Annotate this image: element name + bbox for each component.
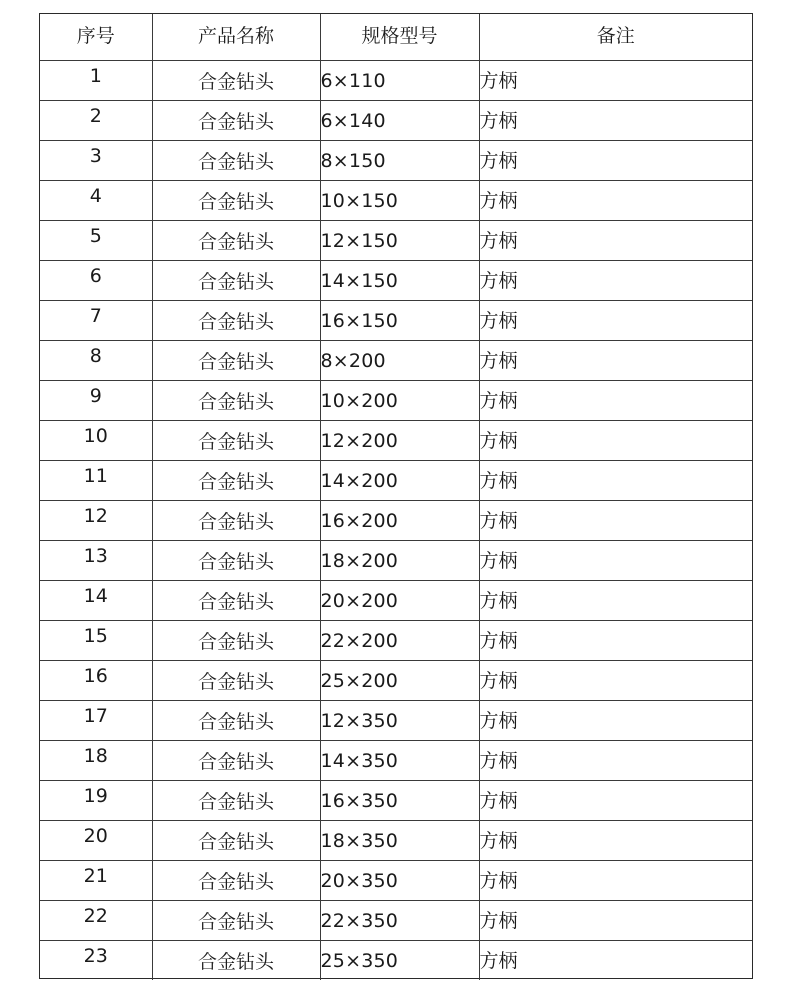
serial-number-cell-text: 16 (83, 664, 108, 687)
specification-cell (320, 820, 479, 860)
serial-number-cell-text: 8 (89, 344, 102, 367)
remarks-cell-text: 方柄 (479, 389, 518, 412)
table-body (40, 60, 752, 980)
table-row (40, 460, 752, 500)
serial-number-cell-text: 14 (83, 584, 108, 607)
remarks-cell-text: 方柄 (479, 69, 518, 92)
remarks-cell-text: 方柄 (479, 909, 518, 932)
table-row (40, 780, 752, 820)
specification-cell-text: 25×200 (320, 669, 399, 692)
serial-number-cell (40, 260, 152, 300)
remarks-cell (479, 340, 752, 380)
remarks-cell (479, 900, 752, 940)
table-row (40, 620, 752, 660)
specification-cell (320, 380, 479, 420)
product-name-cell-text: 合金钻头 (197, 70, 274, 93)
product-name-cell-text: 合金钻头 (197, 550, 274, 573)
table-row (40, 700, 752, 740)
remarks-cell (479, 60, 752, 100)
product-spec-table (40, 14, 752, 980)
specification-cell (320, 340, 479, 380)
specification-cell (320, 300, 479, 340)
serial-number-cell (40, 500, 152, 540)
serial-number-cell-text: 6 (89, 264, 102, 287)
serial-number-cell-text: 2 (89, 104, 102, 127)
remarks-cell-text: 方柄 (479, 469, 518, 492)
specification-cell (320, 180, 479, 220)
serial-number-cell (40, 660, 152, 700)
table-row (40, 860, 752, 900)
specification-cell (320, 940, 479, 980)
serial-number-cell-text: 5 (89, 224, 102, 247)
table-row (40, 60, 752, 100)
product-name-cell-text: 合金钻头 (197, 430, 274, 453)
remarks-cell-text: 方柄 (479, 269, 518, 292)
remarks-cell (479, 420, 752, 460)
product-name-cell (152, 820, 320, 860)
specification-cell (320, 780, 479, 820)
specification-cell (320, 100, 479, 140)
product-name-cell (152, 540, 320, 580)
product-name-cell (152, 580, 320, 620)
product-name-cell-text: 合金钻头 (197, 310, 274, 333)
specification-cell-text: 12×350 (320, 709, 399, 732)
product-name-cell-text: 合金钻头 (197, 750, 274, 773)
serial-number-cell-text: 4 (89, 184, 102, 207)
specification-cell (320, 140, 479, 180)
specification-cell (320, 60, 479, 100)
serial-number-cell (40, 220, 152, 260)
table-row (40, 580, 752, 620)
remarks-cell-text: 方柄 (479, 229, 518, 252)
table-row (40, 140, 752, 180)
product-name-cell (152, 220, 320, 260)
serial-number-cell (40, 60, 152, 100)
remarks-cell-text: 方柄 (479, 749, 518, 772)
serial-number-cell-text: 21 (83, 864, 108, 887)
serial-number-cell-text: 22 (83, 904, 108, 927)
product-name-cell (152, 700, 320, 740)
serial-number-cell-text: 9 (89, 384, 102, 407)
specification-cell (320, 660, 479, 700)
column-header-product-name: 产品名称 (152, 14, 320, 60)
product-name-cell-text: 合金钻头 (197, 390, 274, 413)
remarks-cell-text: 方柄 (479, 109, 518, 132)
specification-cell (320, 500, 479, 540)
specification-cell-text: 16×200 (320, 509, 399, 532)
remarks-cell (479, 660, 752, 700)
product-name-cell (152, 860, 320, 900)
specification-cell (320, 580, 479, 620)
remarks-cell (479, 460, 752, 500)
product-name-cell-text: 合金钻头 (197, 870, 274, 893)
product-name-cell (152, 460, 320, 500)
remarks-cell-text: 方柄 (479, 189, 518, 212)
remarks-cell (479, 780, 752, 820)
remarks-cell (479, 740, 752, 780)
serial-number-cell (40, 420, 152, 460)
specification-cell-text: 14×350 (320, 749, 399, 772)
serial-number-cell (40, 340, 152, 380)
product-name-cell (152, 300, 320, 340)
table-header (40, 14, 752, 60)
specification-cell (320, 220, 479, 260)
specification-cell-text: 14×200 (320, 469, 399, 492)
specification-cell-text: 18×200 (320, 549, 399, 572)
table-row (40, 340, 752, 380)
product-name-cell-text: 合金钻头 (197, 710, 274, 733)
specification-cell-text: 10×200 (320, 389, 399, 412)
serial-number-cell-text: 7 (89, 304, 102, 327)
remarks-cell-text: 方柄 (479, 789, 518, 812)
serial-number-cell (40, 620, 152, 660)
product-name-cell (152, 60, 320, 100)
serial-number-cell (40, 100, 152, 140)
serial-number-cell (40, 860, 152, 900)
serial-number-cell-text: 15 (83, 624, 108, 647)
product-name-cell-text: 合金钻头 (197, 670, 274, 693)
remarks-cell (479, 220, 752, 260)
serial-number-cell (40, 740, 152, 780)
product-name-cell-text: 合金钻头 (197, 790, 274, 813)
serial-number-cell (40, 580, 152, 620)
product-name-cell (152, 900, 320, 940)
serial-number-cell (40, 180, 152, 220)
serial-number-cell (40, 380, 152, 420)
serial-number-cell (40, 700, 152, 740)
serial-number-cell (40, 900, 152, 940)
specification-cell-text: 25×350 (320, 949, 399, 972)
remarks-cell (479, 860, 752, 900)
table-row (40, 260, 752, 300)
specification-cell-text: 10×150 (320, 189, 399, 212)
remarks-cell (479, 260, 752, 300)
specification-cell-text: 12×200 (320, 429, 399, 452)
product-name-cell (152, 260, 320, 300)
table-row (40, 300, 752, 340)
serial-number-cell-text: 20 (83, 824, 108, 847)
remarks-cell-text: 方柄 (479, 629, 518, 652)
specification-cell-text: 22×200 (320, 629, 399, 652)
product-name-cell-text: 合金钻头 (197, 470, 274, 493)
remarks-cell-text: 方柄 (479, 829, 518, 852)
product-name-cell (152, 660, 320, 700)
remarks-cell (479, 140, 752, 180)
product-name-cell-text: 合金钻头 (197, 150, 274, 173)
remarks-cell-text: 方柄 (479, 709, 518, 732)
specification-cell (320, 540, 479, 580)
product-name-cell-text: 合金钻头 (197, 590, 274, 613)
serial-number-cell-text: 23 (83, 944, 108, 967)
product-name-cell (152, 500, 320, 540)
product-name-cell-text: 合金钻头 (197, 190, 274, 213)
product-name-cell-text: 合金钻头 (197, 910, 274, 933)
remarks-cell-text: 方柄 (479, 869, 518, 892)
remarks-cell (479, 380, 752, 420)
table-row (40, 540, 752, 580)
specification-cell-text: 16×150 (320, 309, 399, 332)
table-row (40, 420, 752, 460)
serial-number-cell (40, 300, 152, 340)
specification-cell-text: 6×110 (320, 69, 386, 92)
serial-number-cell-text: 12 (83, 504, 108, 527)
product-name-cell-text: 合金钻头 (197, 510, 274, 533)
table-row (40, 100, 752, 140)
remarks-cell (479, 820, 752, 860)
remarks-cell (479, 500, 752, 540)
specification-cell (320, 260, 479, 300)
serial-number-cell (40, 780, 152, 820)
specification-cell-text: 20×200 (320, 589, 399, 612)
remarks-cell (479, 620, 752, 660)
table-row (40, 220, 752, 260)
table-row (40, 660, 752, 700)
remarks-cell-text: 方柄 (479, 509, 518, 532)
product-name-cell (152, 620, 320, 660)
remarks-cell-text: 方柄 (479, 349, 518, 372)
remarks-cell-text: 方柄 (479, 549, 518, 572)
remarks-cell-text: 方柄 (479, 589, 518, 612)
product-name-cell (152, 780, 320, 820)
product-name-cell-text: 合金钻头 (197, 830, 274, 853)
remarks-cell (479, 580, 752, 620)
remarks-cell-text: 方柄 (479, 429, 518, 452)
product-name-cell (152, 180, 320, 220)
product-name-cell-text: 合金钻头 (197, 950, 274, 973)
serial-number-cell-text: 19 (83, 784, 108, 807)
product-name-cell-text: 合金钻头 (197, 110, 274, 133)
remarks-cell (479, 180, 752, 220)
specification-cell-text: 8×200 (320, 349, 386, 372)
specification-cell-text: 18×350 (320, 829, 399, 852)
product-name-cell-text: 合金钻头 (197, 270, 274, 293)
specification-cell (320, 420, 479, 460)
serial-number-cell (40, 820, 152, 860)
product-name-cell (152, 940, 320, 980)
column-header-remarks: 备注 (479, 14, 752, 60)
serial-number-cell-text: 3 (89, 144, 102, 167)
table-row (40, 500, 752, 540)
remarks-cell (479, 100, 752, 140)
serial-number-cell-text: 11 (83, 464, 108, 487)
specification-cell-text: 8×150 (320, 149, 386, 172)
product-name-cell (152, 340, 320, 380)
specification-cell (320, 740, 479, 780)
table-row (40, 180, 752, 220)
specification-cell-text: 22×350 (320, 909, 399, 932)
product-name-cell-text: 合金钻头 (197, 230, 274, 253)
product-name-cell (152, 740, 320, 780)
specification-cell (320, 860, 479, 900)
serial-number-cell (40, 140, 152, 180)
table-row (40, 380, 752, 420)
remarks-cell-text: 方柄 (479, 669, 518, 692)
specification-cell-text: 20×350 (320, 869, 399, 892)
product-name-cell (152, 100, 320, 140)
specification-cell (320, 620, 479, 660)
serial-number-cell-text: 17 (83, 704, 108, 727)
remarks-cell (479, 700, 752, 740)
specification-cell-text: 16×350 (320, 789, 399, 812)
table-row (40, 820, 752, 860)
serial-number-cell (40, 540, 152, 580)
header-row (40, 14, 752, 60)
product-name-cell (152, 420, 320, 460)
remarks-cell-text: 方柄 (479, 949, 518, 972)
column-header-specification: 规格型号 (320, 14, 479, 60)
serial-number-cell-text: 18 (83, 744, 108, 767)
serial-number-cell-text: 1 (89, 64, 102, 87)
remarks-cell-text: 方柄 (479, 149, 518, 172)
specification-cell-text: 6×140 (320, 109, 386, 132)
remarks-cell (479, 940, 752, 980)
product-name-cell-text: 合金钻头 (197, 630, 274, 653)
remarks-cell-text: 方柄 (479, 309, 518, 332)
table-row (40, 900, 752, 940)
serial-number-cell-text: 10 (83, 424, 108, 447)
remarks-cell (479, 540, 752, 580)
spec-sheet (39, 13, 753, 979)
serial-number-cell (40, 940, 152, 980)
specification-cell (320, 900, 479, 940)
table-row (40, 740, 752, 780)
product-name-cell-text: 合金钻头 (197, 350, 274, 373)
specification-cell (320, 700, 479, 740)
serial-number-cell (40, 460, 152, 500)
table-row (40, 940, 752, 980)
column-header-serial-number: 序号 (40, 14, 152, 60)
product-name-cell (152, 140, 320, 180)
specification-cell (320, 460, 479, 500)
product-name-cell (152, 380, 320, 420)
serial-number-cell-text: 13 (83, 544, 108, 567)
specification-cell-text: 12×150 (320, 229, 399, 252)
specification-cell-text: 14×150 (320, 269, 399, 292)
remarks-cell (479, 300, 752, 340)
